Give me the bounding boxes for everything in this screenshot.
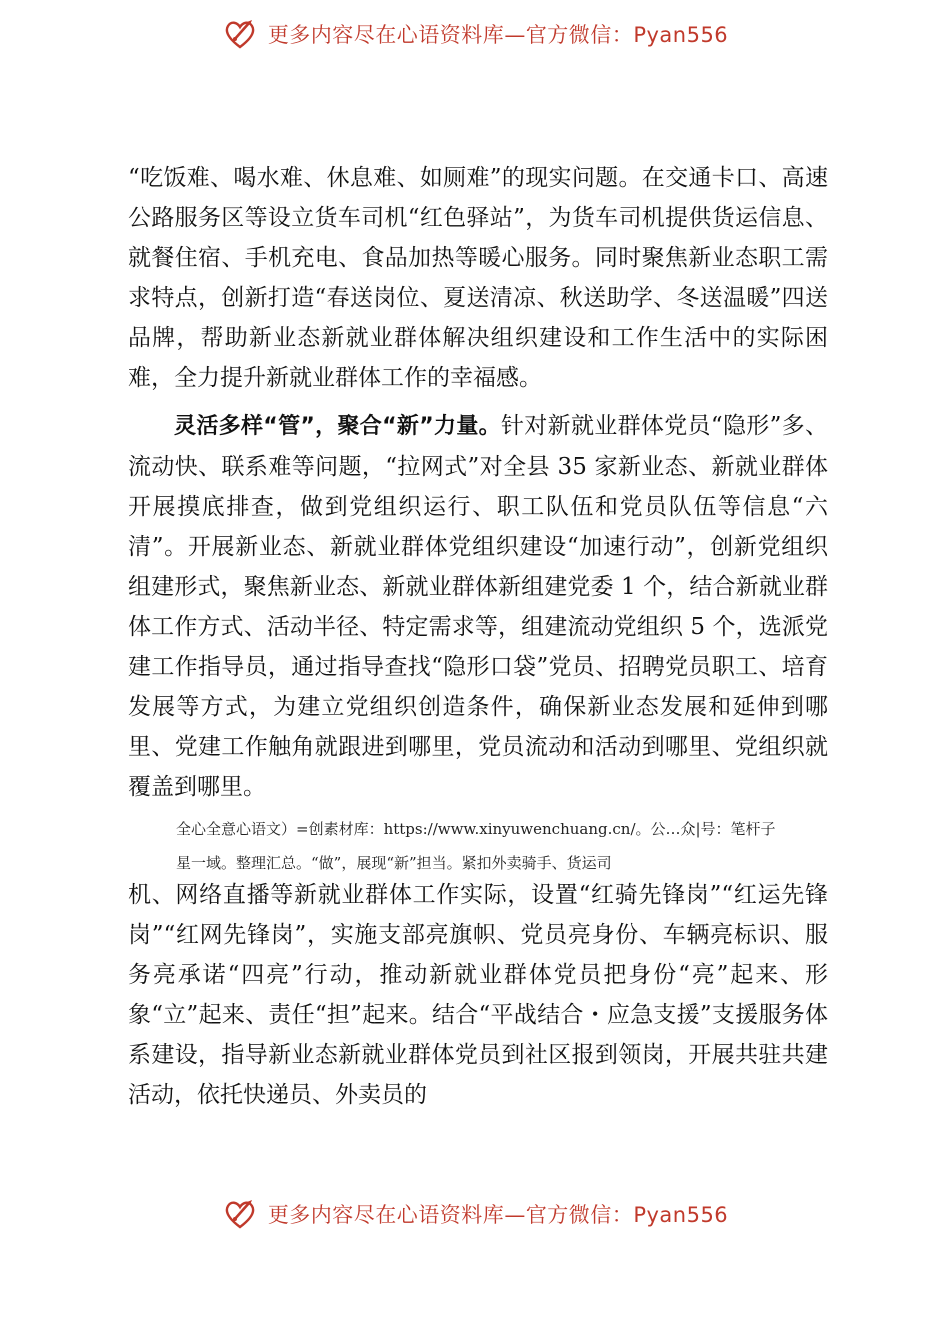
banner-wechat-id: Pyan556 [633,23,729,47]
paragraph-1: “吃饭难、喝水难、休息难、如厕难”的现实问题。在交通卡口、高速公路服务区等设立货车司机“红色驿站”，为货车司机提供货运信息、就餐住宿、手机充电、食品加热等暖心服务。同时聚焦新业态职工需求特点，创新打造“春送岗位、夏送清凉、秋送助学、冬送温暖”四送品牌，帮助新业态新就业群体解决组织建设和工作生活中的实际困难，全力提升新就业群体工作的幸福感。 [128,165,828,391]
heart-pen-logo-icon [222,1196,258,1232]
paragraph-2 [128,406,828,807]
banner-text [268,1199,728,1229]
paragraph-2-text: 针对新就业群体党员“隐形”多、流动快、联系难等问题，“拉网式”对全县 35 家新业态、新就业群体开展摸底排查，做到党组织运行、职工队伍和党员队伍等信息“六清”。开展新业态、新就业群体党组织建设“加速行动”，创新党组织组建形式，聚焦新业态、新就业群体新组建党委 1 个，结合新就业群体工作方式、活动半径、特定需求等，组建流动党组织 5 个，选派党建工作指导员，通过指导查找“隐形口袋”党员、招聘党员职工、培育发展等方式，为建立党组织创造条件，确保新业态发展和延伸到哪里、党建工作触角就跟进到哪里，党员流动和活动到哪里、党组织就覆盖到哪里。 [128,413,828,800]
source-note-line-1: 全心全意心语文）=创素材库：https://www.xinyuwenchuang.cn/。公…众|号：笔杆子 [176,820,776,838]
banner-wechat-label: 官方微信： [525,23,634,47]
banner-separator: — [504,23,526,47]
banner-main-text: 更多内容尽在心语资料库 [267,23,505,47]
header-banner [0,14,950,54]
heart-pen-logo-icon [222,16,258,52]
banner-wechat-id: Pyan556 [633,1203,729,1227]
banner-main-text: 更多内容尽在心语资料库 [267,1203,505,1227]
source-note-line-2: 星一域。整理汇总。“做”，展现“新”担当。紧扣外卖骑手、货运司 [176,854,612,872]
document-body [128,158,828,1115]
paragraph-2-heading: 灵活多样“管”，聚合“新”力量。 [174,414,501,439]
paragraph-3: 机、网络直播等新就业群体工作实际，设置“红骑先锋岗”“红运先锋岗”“红网先锋岗”，实施支部亮旗帜、党员亮身份、车辆亮标识、服务亮承诺“四亮”行动，推动新就业群体党员把身份“亮”起来、形象“立”起来、责任“担”起来。结合“平战结合・应急支援”支援服务体系建设，指导新业态新就业群体党员到社区报到领岗，开展共驻共建活动，依托快递员、外卖员的 [128,882,828,1108]
banner-wechat-label: 官方微信： [525,1203,634,1227]
banner-text [268,19,728,49]
banner-separator: — [504,1203,526,1227]
footer-banner [0,1194,950,1234]
